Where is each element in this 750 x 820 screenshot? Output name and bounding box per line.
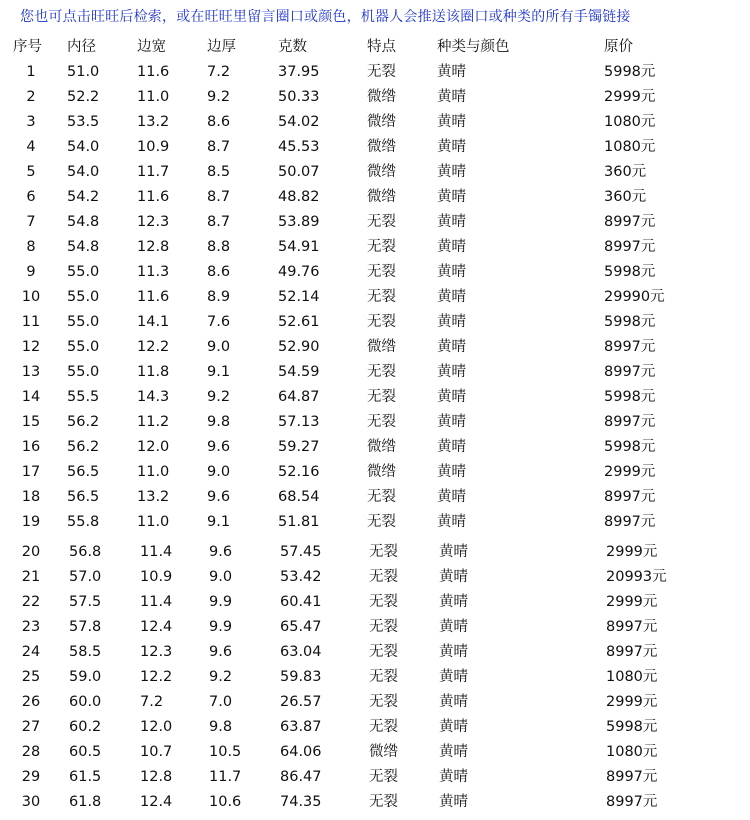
table-row	[0, 260, 750, 285]
cell-price: 5998元	[606, 719, 658, 735]
cell-price: 2999元	[606, 694, 658, 710]
cell-thickness: 7.2	[207, 64, 231, 80]
table-row	[0, 790, 750, 815]
cell-inner-diameter: 53.5	[67, 114, 100, 130]
cell-inner-diameter: 55.0	[67, 264, 100, 280]
cell-weight: 57.13	[278, 414, 320, 430]
cell-index: 30	[21, 794, 41, 810]
cell-type-color: 黄晴	[437, 164, 466, 180]
cell-feature: 无裂	[369, 719, 398, 735]
cell-thickness: 9.6	[207, 489, 231, 505]
cell-thickness: 8.7	[207, 214, 231, 230]
cell-index: 18	[21, 489, 41, 505]
cell-type-color: 黄晴	[439, 644, 468, 660]
cell-price: 2999元	[604, 464, 656, 480]
cell-weight: 52.14	[278, 289, 320, 305]
cell-thickness: 9.0	[207, 464, 231, 480]
cell-thickness: 7.6	[207, 314, 231, 330]
cell-feature: 微绺	[367, 439, 396, 455]
cell-width: 12.0	[137, 439, 170, 455]
cell-thickness: 8.7	[207, 189, 231, 205]
cell-inner-diameter: 58.5	[69, 644, 102, 660]
cell-thickness: 9.2	[209, 669, 233, 685]
cell-weight: 52.16	[278, 464, 320, 480]
cell-inner-diameter: 57.5	[69, 594, 102, 610]
cell-price: 8997元	[604, 214, 656, 230]
cell-thickness: 10.6	[209, 794, 242, 810]
cell-thickness: 9.9	[209, 619, 233, 635]
cell-weight: 74.35	[280, 794, 322, 810]
cell-weight: 50.33	[278, 89, 320, 105]
cell-index: 27	[21, 719, 41, 735]
cell-type-color: 黄晴	[439, 669, 468, 685]
cell-inner-diameter: 54.8	[67, 239, 100, 255]
table-header	[0, 36, 750, 60]
table-row	[0, 335, 750, 360]
cell-inner-diameter: 55.0	[67, 339, 100, 355]
cell-type-color: 黄晴	[437, 139, 466, 155]
cell-feature: 无裂	[367, 314, 396, 330]
cell-price: 1080元	[606, 669, 658, 685]
cell-weight: 64.06	[280, 744, 322, 760]
header-thickness: 边厚	[207, 39, 236, 55]
cell-feature: 微绺	[367, 139, 396, 155]
cell-price: 360元	[604, 189, 647, 205]
cell-feature: 无裂	[369, 644, 398, 660]
cell-feature: 无裂	[369, 794, 398, 810]
cell-thickness: 8.7	[207, 139, 231, 155]
table-row	[0, 110, 750, 135]
cell-weight: 45.53	[278, 139, 320, 155]
cell-index: 12	[21, 339, 41, 355]
cell-inner-diameter: 61.5	[69, 769, 102, 785]
cell-thickness: 9.8	[209, 719, 233, 735]
cell-width: 11.4	[140, 594, 173, 610]
cell-inner-diameter: 56.5	[67, 489, 100, 505]
cell-thickness: 9.0	[209, 569, 233, 585]
cell-width: 11.0	[137, 464, 170, 480]
table-row	[0, 565, 750, 590]
table-row	[0, 740, 750, 765]
cell-type-color: 黄晴	[437, 314, 466, 330]
cell-type-color: 黄晴	[437, 514, 466, 530]
cell-thickness: 9.2	[207, 389, 231, 405]
cell-type-color: 黄晴	[437, 64, 466, 80]
cell-weight: 60.41	[280, 594, 322, 610]
cell-type-color: 黄晴	[439, 544, 468, 560]
cell-index: 10	[21, 289, 41, 305]
cell-inner-diameter: 55.0	[67, 314, 100, 330]
cell-weight: 52.90	[278, 339, 320, 355]
header-price: 原价	[604, 39, 633, 55]
cell-price: 8997元	[604, 414, 656, 430]
cell-type-color: 黄晴	[439, 594, 468, 610]
cell-thickness: 9.8	[207, 414, 231, 430]
cell-inner-diameter: 54.8	[67, 214, 100, 230]
header-index: 序号	[13, 39, 42, 55]
cell-width: 11.3	[137, 264, 170, 280]
cell-weight: 68.54	[278, 489, 320, 505]
cell-feature: 无裂	[367, 214, 396, 230]
cell-feature: 无裂	[369, 594, 398, 610]
cell-width: 7.2	[140, 694, 164, 710]
cell-price: 1080元	[604, 114, 656, 130]
cell-weight: 26.57	[280, 694, 322, 710]
cell-type-color: 黄晴	[439, 619, 468, 635]
cell-type-color: 黄晴	[437, 389, 466, 405]
cell-index: 1	[26, 64, 36, 80]
cell-index: 15	[21, 414, 41, 430]
cell-weight: 52.61	[278, 314, 320, 330]
cell-width: 12.4	[140, 794, 173, 810]
cell-weight: 63.04	[280, 644, 322, 660]
cell-width: 11.6	[137, 289, 170, 305]
table-row	[0, 540, 750, 565]
cell-index: 9	[26, 264, 36, 280]
cell-inner-diameter: 56.5	[67, 464, 100, 480]
cell-width: 12.3	[137, 214, 170, 230]
cell-thickness: 7.0	[209, 694, 233, 710]
cell-price: 8997元	[606, 769, 658, 785]
cell-index: 3	[26, 114, 36, 130]
cell-width: 12.0	[140, 719, 173, 735]
cell-index: 8	[26, 239, 36, 255]
bracelet-table	[0, 36, 750, 815]
table-row	[0, 185, 750, 210]
cell-weight: 54.59	[278, 364, 320, 380]
cell-weight: 53.89	[278, 214, 320, 230]
cell-width: 13.2	[137, 489, 170, 505]
cell-weight: 54.91	[278, 239, 320, 255]
cell-inner-diameter: 54.0	[67, 139, 100, 155]
cell-index: 28	[21, 744, 41, 760]
cell-type-color: 黄晴	[437, 189, 466, 205]
cell-weight: 50.07	[278, 164, 320, 180]
cell-width: 12.8	[137, 239, 170, 255]
cell-width: 11.6	[137, 64, 170, 80]
cell-feature: 微绺	[367, 189, 396, 205]
cell-price: 2999元	[606, 544, 658, 560]
cell-index: 29	[21, 769, 41, 785]
cell-thickness: 9.6	[209, 544, 233, 560]
cell-index: 16	[21, 439, 41, 455]
cell-index: 19	[21, 514, 41, 530]
cell-type-color: 黄晴	[437, 289, 466, 305]
table-row	[0, 615, 750, 640]
cell-thickness: 9.6	[207, 439, 231, 455]
cell-thickness: 8.9	[207, 289, 231, 305]
cell-weight: 53.42	[280, 569, 322, 585]
cell-inner-diameter: 59.0	[69, 669, 102, 685]
cell-price: 20993元	[606, 569, 667, 585]
cell-feature: 微绺	[367, 89, 396, 105]
cell-width: 11.8	[137, 364, 170, 380]
cell-inner-diameter: 55.0	[67, 364, 100, 380]
cell-width: 11.6	[137, 189, 170, 205]
header-width: 边宽	[137, 39, 166, 55]
cell-weight: 54.02	[278, 114, 320, 130]
cell-thickness: 9.0	[207, 339, 231, 355]
cell-inner-diameter: 51.0	[67, 64, 100, 80]
cell-feature: 微绺	[367, 164, 396, 180]
cell-width: 13.2	[137, 114, 170, 130]
table-row	[0, 510, 750, 535]
cell-weight: 59.83	[280, 669, 322, 685]
cell-thickness: 9.9	[209, 594, 233, 610]
table-row	[0, 590, 750, 615]
table-row	[0, 640, 750, 665]
cell-index: 20	[21, 544, 41, 560]
cell-type-color: 黄晴	[439, 569, 468, 585]
cell-feature: 无裂	[367, 364, 396, 380]
cell-price: 8997元	[604, 364, 656, 380]
cell-index: 23	[21, 619, 41, 635]
cell-width: 11.2	[137, 414, 170, 430]
cell-price: 5998元	[604, 64, 656, 80]
cell-price: 1080元	[606, 744, 658, 760]
cell-width: 10.9	[137, 139, 170, 155]
cell-index: 7	[26, 214, 36, 230]
cell-width: 10.9	[140, 569, 173, 585]
table-row	[0, 435, 750, 460]
cell-inner-diameter: 56.2	[67, 414, 100, 430]
cell-feature: 无裂	[369, 569, 398, 585]
cell-thickness: 8.6	[207, 264, 231, 280]
cell-price: 8997元	[606, 794, 658, 810]
table-row	[0, 285, 750, 310]
table-row	[0, 310, 750, 335]
table-row	[0, 385, 750, 410]
cell-price: 5998元	[604, 264, 656, 280]
cell-inner-diameter: 61.8	[69, 794, 102, 810]
cell-inner-diameter: 56.8	[69, 544, 102, 560]
cell-feature: 微绺	[369, 744, 398, 760]
cell-thickness: 9.1	[207, 514, 231, 530]
cell-price: 5998元	[604, 439, 656, 455]
cell-type-color: 黄晴	[437, 114, 466, 130]
cell-width: 11.7	[137, 164, 170, 180]
cell-feature: 无裂	[367, 514, 396, 530]
cell-type-color: 黄晴	[439, 769, 468, 785]
cell-index: 11	[21, 314, 41, 330]
cell-type-color: 黄晴	[437, 464, 466, 480]
cell-index: 4	[26, 139, 36, 155]
cell-thickness: 9.1	[207, 364, 231, 380]
cell-feature: 无裂	[367, 64, 396, 80]
cell-width: 14.1	[137, 314, 170, 330]
cell-inner-diameter: 60.0	[69, 694, 102, 710]
cell-weight: 65.47	[280, 619, 322, 635]
cell-thickness: 8.8	[207, 239, 231, 255]
cell-feature: 无裂	[369, 619, 398, 635]
header-inner-diameter: 内径	[67, 39, 96, 55]
cell-type-color: 黄晴	[437, 214, 466, 230]
table-row	[0, 210, 750, 235]
cell-index: 2	[26, 89, 36, 105]
cell-inner-diameter: 55.0	[67, 289, 100, 305]
cell-index: 26	[21, 694, 41, 710]
cell-inner-diameter: 56.2	[67, 439, 100, 455]
cell-type-color: 黄晴	[437, 339, 466, 355]
cell-price: 360元	[604, 164, 647, 180]
cell-width: 10.7	[140, 744, 173, 760]
cell-feature: 微绺	[367, 464, 396, 480]
cell-price: 5998元	[604, 389, 656, 405]
cell-thickness: 9.2	[207, 89, 231, 105]
cell-weight: 51.81	[278, 514, 320, 530]
cell-index: 13	[21, 364, 41, 380]
table-row	[0, 410, 750, 435]
cell-price: 8997元	[604, 514, 656, 530]
cell-index: 21	[21, 569, 41, 585]
cell-index: 22	[21, 594, 41, 610]
table-row	[0, 360, 750, 385]
cell-thickness: 8.5	[207, 164, 231, 180]
cell-price: 1080元	[604, 139, 656, 155]
cell-price: 8997元	[606, 619, 658, 635]
cell-type-color: 黄晴	[437, 239, 466, 255]
cell-thickness: 9.6	[209, 644, 233, 660]
cell-inner-diameter: 54.0	[67, 164, 100, 180]
cell-inner-diameter: 54.2	[67, 189, 100, 205]
cell-width: 12.2	[140, 669, 173, 685]
cell-width: 14.3	[137, 389, 170, 405]
cell-weight: 57.45	[280, 544, 322, 560]
cell-feature: 无裂	[367, 489, 396, 505]
table-row	[0, 60, 750, 85]
header-type-color: 种类与颜色	[437, 39, 510, 55]
cell-inner-diameter: 57.0	[69, 569, 102, 585]
table-row	[0, 715, 750, 740]
cell-weight: 37.95	[278, 64, 320, 80]
table-row	[0, 765, 750, 790]
cell-feature: 无裂	[367, 239, 396, 255]
header-weight: 克数	[278, 39, 307, 55]
cell-width: 11.0	[137, 514, 170, 530]
cell-width: 12.8	[140, 769, 173, 785]
cell-type-color: 黄晴	[437, 89, 466, 105]
cell-feature: 无裂	[369, 769, 398, 785]
cell-type-color: 黄晴	[437, 264, 466, 280]
table-row	[0, 160, 750, 185]
cell-feature: 微绺	[367, 339, 396, 355]
cell-thickness: 10.5	[209, 744, 242, 760]
table-row	[0, 690, 750, 715]
cell-width: 12.2	[137, 339, 170, 355]
table-row	[0, 235, 750, 260]
cell-index: 17	[21, 464, 41, 480]
cell-type-color: 黄晴	[437, 364, 466, 380]
table-row	[0, 135, 750, 160]
cell-width: 12.3	[140, 644, 173, 660]
notice-text: 您也可点击旺旺后检索，或在旺旺里留言圈口或颜色，机器人会推送该圈口或种类的所有手镯链接	[20, 9, 631, 25]
cell-type-color: 黄晴	[439, 794, 468, 810]
cell-price: 5998元	[604, 314, 656, 330]
cell-inner-diameter: 60.5	[69, 744, 102, 760]
cell-index: 6	[26, 189, 36, 205]
cell-inner-diameter: 55.8	[67, 514, 100, 530]
cell-price: 8997元	[604, 489, 656, 505]
cell-feature: 无裂	[369, 694, 398, 710]
cell-feature: 无裂	[367, 264, 396, 280]
cell-index: 14	[21, 389, 41, 405]
cell-feature: 无裂	[367, 389, 396, 405]
cell-price: 29990元	[604, 289, 665, 305]
cell-feature: 微绺	[367, 114, 396, 130]
cell-feature: 无裂	[367, 289, 396, 305]
cell-price: 2999元	[604, 89, 656, 105]
table-row	[0, 485, 750, 510]
cell-thickness: 11.7	[209, 769, 242, 785]
cell-price: 8997元	[604, 339, 656, 355]
cell-type-color: 黄晴	[439, 694, 468, 710]
cell-inner-diameter: 55.5	[67, 389, 100, 405]
cell-width: 12.4	[140, 619, 173, 635]
cell-weight: 86.47	[280, 769, 322, 785]
cell-weight: 64.87	[278, 389, 320, 405]
cell-index: 24	[21, 644, 41, 660]
cell-price: 8997元	[604, 239, 656, 255]
cell-inner-diameter: 60.2	[69, 719, 102, 735]
cell-type-color: 黄晴	[437, 414, 466, 430]
cell-feature: 无裂	[367, 414, 396, 430]
cell-type-color: 黄晴	[437, 489, 466, 505]
cell-inner-diameter: 52.2	[67, 89, 100, 105]
cell-weight: 49.76	[278, 264, 320, 280]
table-row	[0, 460, 750, 485]
table-row	[0, 665, 750, 690]
cell-index: 25	[21, 669, 41, 685]
cell-thickness: 8.6	[207, 114, 231, 130]
cell-feature: 无裂	[369, 544, 398, 560]
cell-feature: 无裂	[369, 669, 398, 685]
cell-weight: 63.87	[280, 719, 322, 735]
cell-price: 8997元	[606, 644, 658, 660]
cell-type-color: 黄晴	[437, 439, 466, 455]
header-feature: 特点	[367, 39, 396, 55]
table-row	[0, 85, 750, 110]
cell-weight: 59.27	[278, 439, 320, 455]
cell-width: 11.4	[140, 544, 173, 560]
cell-weight: 48.82	[278, 189, 320, 205]
cell-width: 11.0	[137, 89, 170, 105]
cell-type-color: 黄晴	[439, 744, 468, 760]
cell-price: 2999元	[606, 594, 658, 610]
cell-inner-diameter: 57.8	[69, 619, 102, 635]
cell-type-color: 黄晴	[439, 719, 468, 735]
cell-index: 5	[26, 164, 36, 180]
